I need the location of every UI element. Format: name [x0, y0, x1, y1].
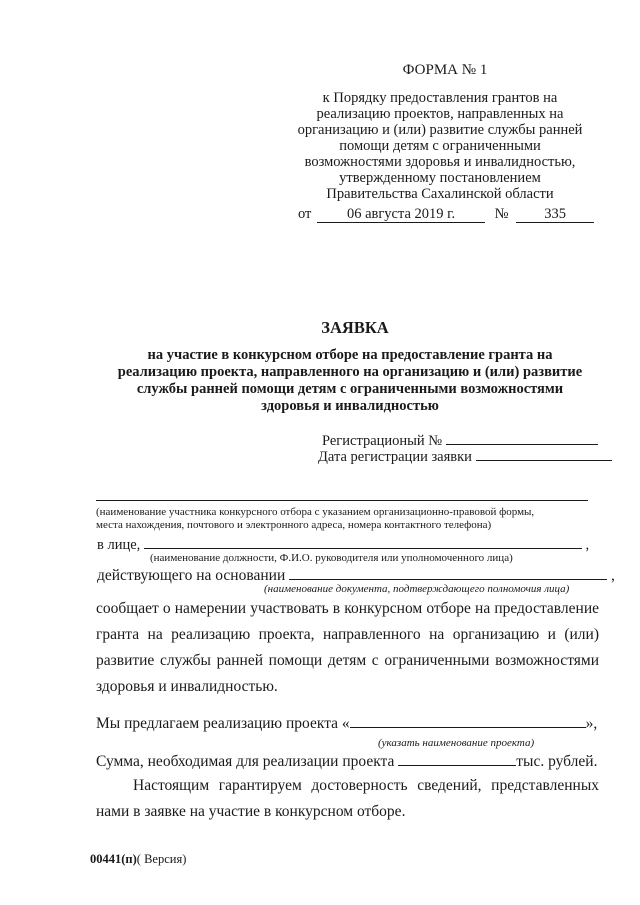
header-line-3: организацию и (или) развитие службы ранней [297, 122, 583, 138]
header-line-4: помощи детям с ограниченными [339, 138, 541, 154]
project-row [96, 713, 601, 733]
form-title: ФОРМА № 1 [402, 62, 488, 78]
decree-number: 335 [516, 207, 594, 223]
footer-version: ( Версия) [136, 852, 187, 866]
paragraph-line-4: здоровья и инвалидностью. [96, 678, 278, 695]
guarantee-line-1: Настоящим гарантируем достоверность сведений, представленных [133, 777, 599, 794]
number-sign: № [494, 206, 509, 222]
amount-suffix: тыс. рублей. [516, 753, 598, 770]
person-field[interactable] [144, 535, 582, 549]
amount-prefix: Сумма, необходимая для реализации проекта [96, 753, 395, 770]
participant-name-field[interactable] [96, 500, 588, 501]
subtitle-line-3: службы ранней помощи детям с ограниченными возможностями [136, 381, 564, 397]
guarantee-line-2: нами в заявке на участие в конкурсном отборе. [96, 803, 406, 820]
registration-number-label: Регистрационый № [322, 433, 443, 449]
person-hint: (наименование должности, Ф.И.О. руководителя или уполномоченного лица) [150, 552, 513, 564]
header-line-5: возможностями здоровья и инвалидностью, [304, 154, 576, 170]
footer [90, 852, 186, 867]
document-title: ЗАЯВКА [321, 318, 389, 337]
header-line-2: реализацию проектов, направленных на [316, 106, 564, 122]
project-prefix: Мы предлагаем реализацию проекта « [96, 715, 350, 732]
decree-date: 06 августа 2019 г. [317, 207, 485, 223]
project-name-field[interactable] [350, 713, 586, 728]
registration-date-row [318, 447, 612, 466]
basis-prefix: действующего на основании [97, 567, 286, 584]
person-suffix: , [585, 537, 590, 553]
registration-number-field[interactable] [446, 431, 598, 445]
basis-hint: (наименование документа, подтверждающего полномочия лица) [264, 583, 570, 595]
paragraph-line-2: гранта на реализацию проекта, направленного на организацию и (или) [96, 626, 599, 643]
paragraph-line-1: сообщает о намерении участвовать в конкурсном отборе на предоставление [96, 600, 599, 617]
amount-row [96, 751, 601, 771]
subtitle-line-2: реализацию проекта, направленного на организацию и (или) развитие [117, 364, 583, 380]
participant-hint-2: места нахождения, почтового и электронного адреса, номера контактного телефона) [96, 519, 492, 531]
person-prefix: в лице, [97, 537, 141, 553]
date-prefix: от [298, 206, 312, 222]
project-hint: (указать наименование проекта) [378, 737, 535, 749]
subtitle-line-4: здоровья и инвалидностью [261, 398, 439, 414]
decree-date-row [298, 206, 598, 223]
basis-field[interactable] [289, 565, 607, 580]
amount-field[interactable] [398, 751, 516, 766]
footer-code: 00441(п) [90, 852, 137, 866]
subtitle-line-1: на участие в конкурсном отборе на предоставление гранта на [147, 347, 553, 363]
paragraph-line-3: развитие службы ранней помощи детям с ограниченными возможностями [96, 652, 599, 669]
header-line-6: утвержденному постановлением [339, 170, 541, 186]
registration-date-field[interactable] [476, 447, 612, 461]
registration-date-label: Дата регистрации заявки [318, 449, 472, 465]
participant-hint-1: (наименование участника конкурсного отбора с указанием организационно-правовой формы, [96, 506, 535, 518]
basis-row [97, 565, 615, 585]
project-suffix: », [585, 715, 598, 732]
basis-suffix: , [610, 567, 615, 584]
header-line-1: к Порядку предоставления грантов на [322, 90, 558, 106]
header-line-7: Правительства Сахалинской области [326, 186, 554, 202]
